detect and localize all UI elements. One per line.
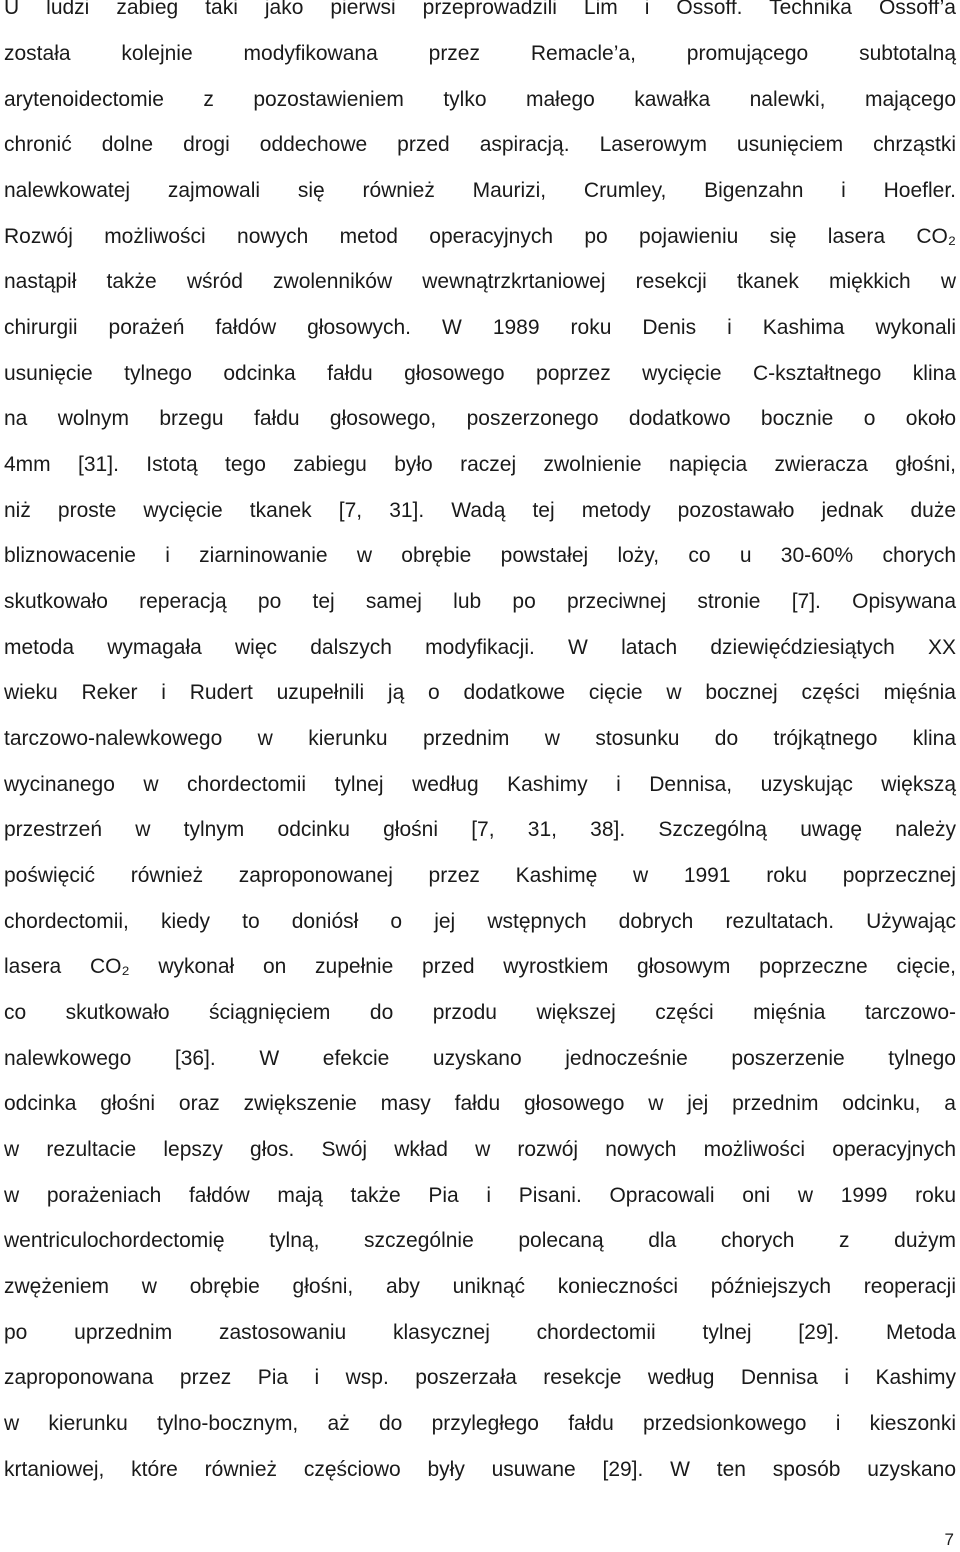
text-line: poświęcić również zaproponowanej przez Kashimę w 1991 roku poprzecznej [4,864,956,887]
text-line: arytenoidectomie z pozostawieniem tylko małego kawałka nalewki, mającego [4,88,956,111]
text-line: lasera CO₂ wykonał on zupełnie przed wyrostkiem głosowym poprzeczne cięcie, [4,955,956,978]
text-line: w kierunku tylno-bocznym, aż do przyległego fałdu przedsionkowego i kieszonki [4,1412,956,1435]
text-line: w porażeniach fałdów mają także Pia i Pisani. Opracowali oni w 1999 roku [4,1184,956,1207]
text-line: wieku Reker i Rudert uzupełnili ją o dodatkowe cięcie w bocznej części mięśnia [4,681,956,704]
text-line: chronić dolne drogi oddechowe przed aspiracją. Laserowym usunięciem chrząstki [4,133,956,156]
text-line: chirurgii porażeń fałdów głosowych. W 1989 roku Denis i Kashima wykonali [4,316,956,339]
text-line: skutkowało reperacją po tej samej lub po przeciwnej stronie [7]. Opisywana [4,590,956,613]
text-line: nalewkowatej zajmowali się również Maurizi, Crumley, Bigenzahn i Hoefler. [4,179,956,202]
text-line: usunięcie tylnego odcinka fałdu głosowego poprzez wycięcie C-kształtnego klina [4,362,956,385]
text-line: odcinka głośni oraz zwiększenie masy fałdu głosowego w jej przednim odcinku, a [4,1092,956,1115]
text-line: wentriculochordectomię tylną, szczególnie polecaną dla chorych z dużym [4,1229,956,1252]
text-line: została kolejnie modyfikowana przez Remacle’a, promującego subtotalną [4,42,956,65]
page-number: 7 [944,1530,954,1549]
text-line: nalewkowego [36]. W efekcie uzyskano jednocześnie poszerzenie tylnego [4,1047,956,1070]
text-line: po uprzednim zastosowaniu klasycznej chordectomii tylnej [29]. Metoda [4,1321,956,1344]
text-line: przestrzeń w tylnym odcinku głośni [7, 31, 38]. Szczególną uwagę należy [4,818,956,841]
text-line: 4mm [31]. Istotą tego zabiegu było raczej zwolnienie napięcia zwieracza głośni, [4,453,956,476]
text-line: w rezultacie lepszy głos. Swój wkład w rozwój nowych możliwości operacyjnych [4,1138,956,1161]
text-line: zaproponowana przez Pia i wsp. poszerzała resekcje według Dennisa i Kashimy [4,1366,956,1389]
text-line: na wolnym brzegu fałdu głosowego, poszerzonego dodatkowo bocznie o około [4,407,956,430]
text-line: Rozwój możliwości nowych metod operacyjnych po pojawieniu się lasera CO₂ [4,225,956,248]
text-line: wycinanego w chordectomii tylnej według Kashimy i Dennisa, uzyskując większą [4,773,956,796]
text-line: bliznowacenie i ziarninowanie w obrębie powstałej loży, co u 30-60% chorych [4,544,956,567]
text-line: krtaniowej, które również częściowo były usuwane [29]. W ten sposób uzyskano [4,1458,956,1481]
text-line: niż proste wycięcie tkanek [7, 31]. Wadą tej metody pozostawało jednak duże [4,499,956,522]
text-line: chordectomii, kiedy to doniósł o jej wstępnych dobrych rezultatach. Używając [4,910,956,933]
text-line: nastąpił także wśród zwolenników wewnątrzkrtaniowej resekcji tkanek miękkich w [4,270,956,293]
text-line: U ludzi zabieg taki jako pierwsi przeprowadzili Lim i Ossoff. Technika Ossoff’a [4,0,956,19]
text-line: metoda wymagała więc dalszych modyfikacji. W latach dziewięćdziesiątych XX [4,636,956,659]
text-line: zwężeniem w obrębie głośni, aby uniknąć konieczności późniejszych reoperacji [4,1275,956,1298]
text-line: co skutkowało ściągnięciem do przodu większej części mięśnia tarczowo- [4,1001,956,1024]
text-line: tarczowo-nalewkowego w kierunku przednim w stosunku do trójkątnego klina [4,727,956,750]
